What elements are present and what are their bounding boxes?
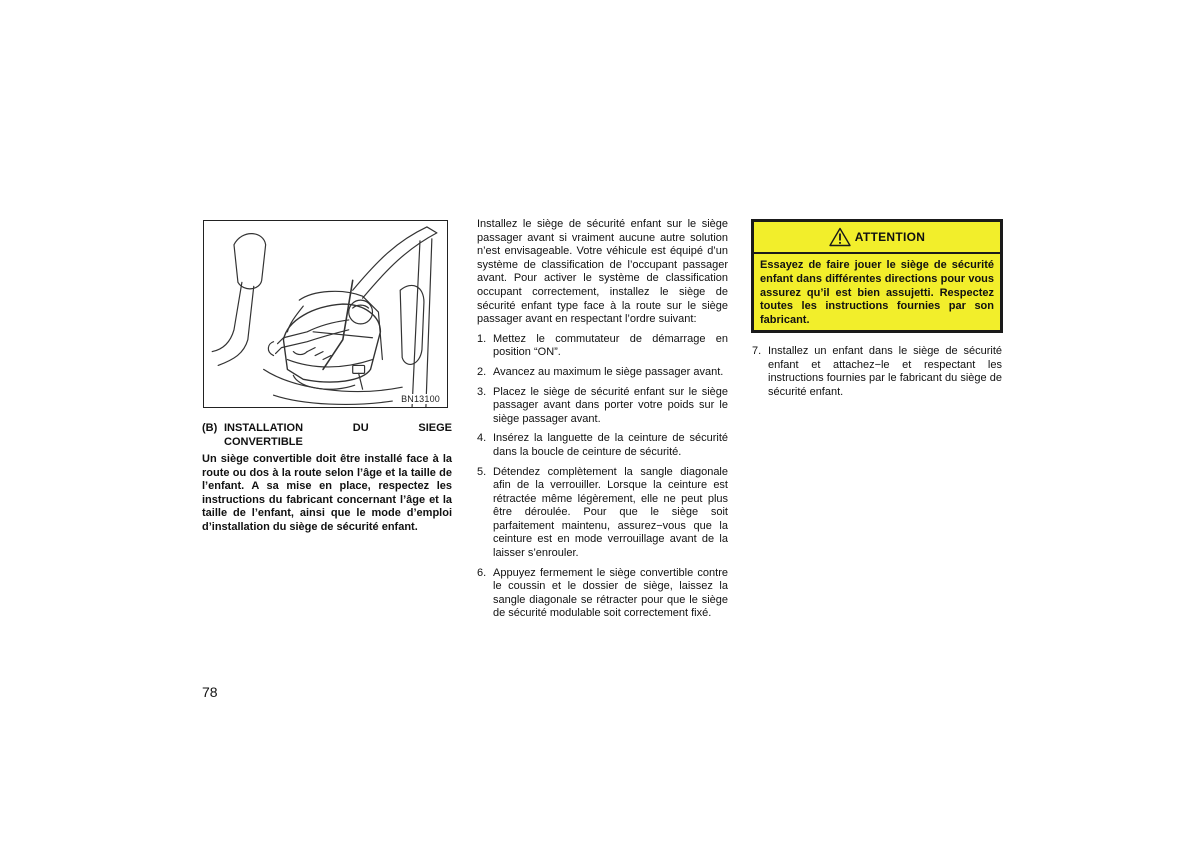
list-item (477, 432, 728, 459)
step-text: Détendez complètement la sangle diagonale afin de la verrouiller. Lorsque la ceinture est rétractée même légèrement, elle ne peut plus être déroulée. Pour que le siège soit parfaitement maintenu, assurez−vous que la ceinture est en mode verrouillage avant de la laisser s’enrouler. (493, 465, 728, 560)
section-title-line2: CONVERTIBLE (224, 436, 303, 448)
step-text: Avancez au maximum le siège passager avant. (493, 365, 724, 378)
section-title-line1 (224, 421, 452, 435)
step-text: Installez un enfant dans le siège de sécurité enfant et attachez−le et respectant les instructions fournies par le fabricant du siège de sécurité enfant. (768, 345, 1002, 398)
step-number: 1. (477, 332, 487, 345)
section-title-word: INSTALLATION (224, 422, 304, 434)
attention-box (751, 219, 1003, 333)
steps-list-continued (752, 345, 1002, 405)
attention-text: Essayez de faire jouer le siège de sécurité enfant dans différentes directions pour vous assurez qu’il est bien assujetti. Respectez toutes les instructions fournies par son fabricant. (760, 259, 994, 327)
list-item (477, 466, 728, 561)
step-text: Mettez le commutateur de démarrage en position “ON”. (493, 332, 728, 359)
steps-list (477, 333, 728, 621)
list-item (752, 345, 1002, 399)
section-number: (B) (202, 422, 218, 434)
list-item (477, 567, 728, 621)
installation-instructions (477, 218, 728, 627)
attention-title: ATTENTION (854, 230, 926, 244)
step-number: 6. (477, 566, 487, 579)
section-title-word: DU (352, 422, 369, 434)
step-text: Insérez la languette de la ceinture de sécurité dans la boucle de ceinture de sécurité. (493, 432, 728, 458)
step-text: Appuyez fermement le siège convertible contre le coussin et le dossier de siège, laissez la sangle diagonale se rétracter pour que le siège de sécurité modulable soit correctement fixé. (493, 566, 728, 620)
instructions-paragraph: Installez le siège de sécurité enfant sur le siège passager avant si vraiment aucune autre solution n’est envisageable. Votre véhicule est équipé d’un système de classification de l’occupant passager avant. Pour activer le système de classification occupant correctement, installez le siège de sécurité enfant type face à la route sur le siège passager avant en respectant l’ordre suivant: (477, 218, 728, 326)
child-seat-drawing (204, 221, 447, 407)
list-item (477, 366, 728, 380)
step-number: 5. (477, 465, 487, 478)
list-item (477, 333, 728, 360)
page-number: 78 (202, 684, 218, 700)
section-intro: Un siège convertible doit être installé face à la route ou dos à la route selon l’âge et la taille de l’enfant. A sa mise en place, respectez les instructions du fabricant concernant l’âge et la taille de l’enfant, ainsi que le mode d’emploi d’installation du siège de sécurité enfant. (202, 453, 452, 533)
attention-header (754, 222, 1000, 254)
step-number: 7. (752, 345, 762, 357)
child-seat-illustration (203, 220, 448, 408)
warning-triangle-icon (829, 227, 851, 247)
step-number: 3. (477, 385, 487, 398)
step-number: 2. (477, 365, 487, 378)
step-number: 4. (477, 432, 487, 445)
section-heading (202, 421, 452, 449)
list-item (477, 386, 728, 427)
step-text: Placez le siège de sécurité enfant sur le siège passager avant dans porter votre poids sur le siège passager avant. (493, 385, 728, 425)
figure-code: BN13100 (401, 394, 440, 404)
section-title-word: SIEGE (418, 422, 452, 434)
